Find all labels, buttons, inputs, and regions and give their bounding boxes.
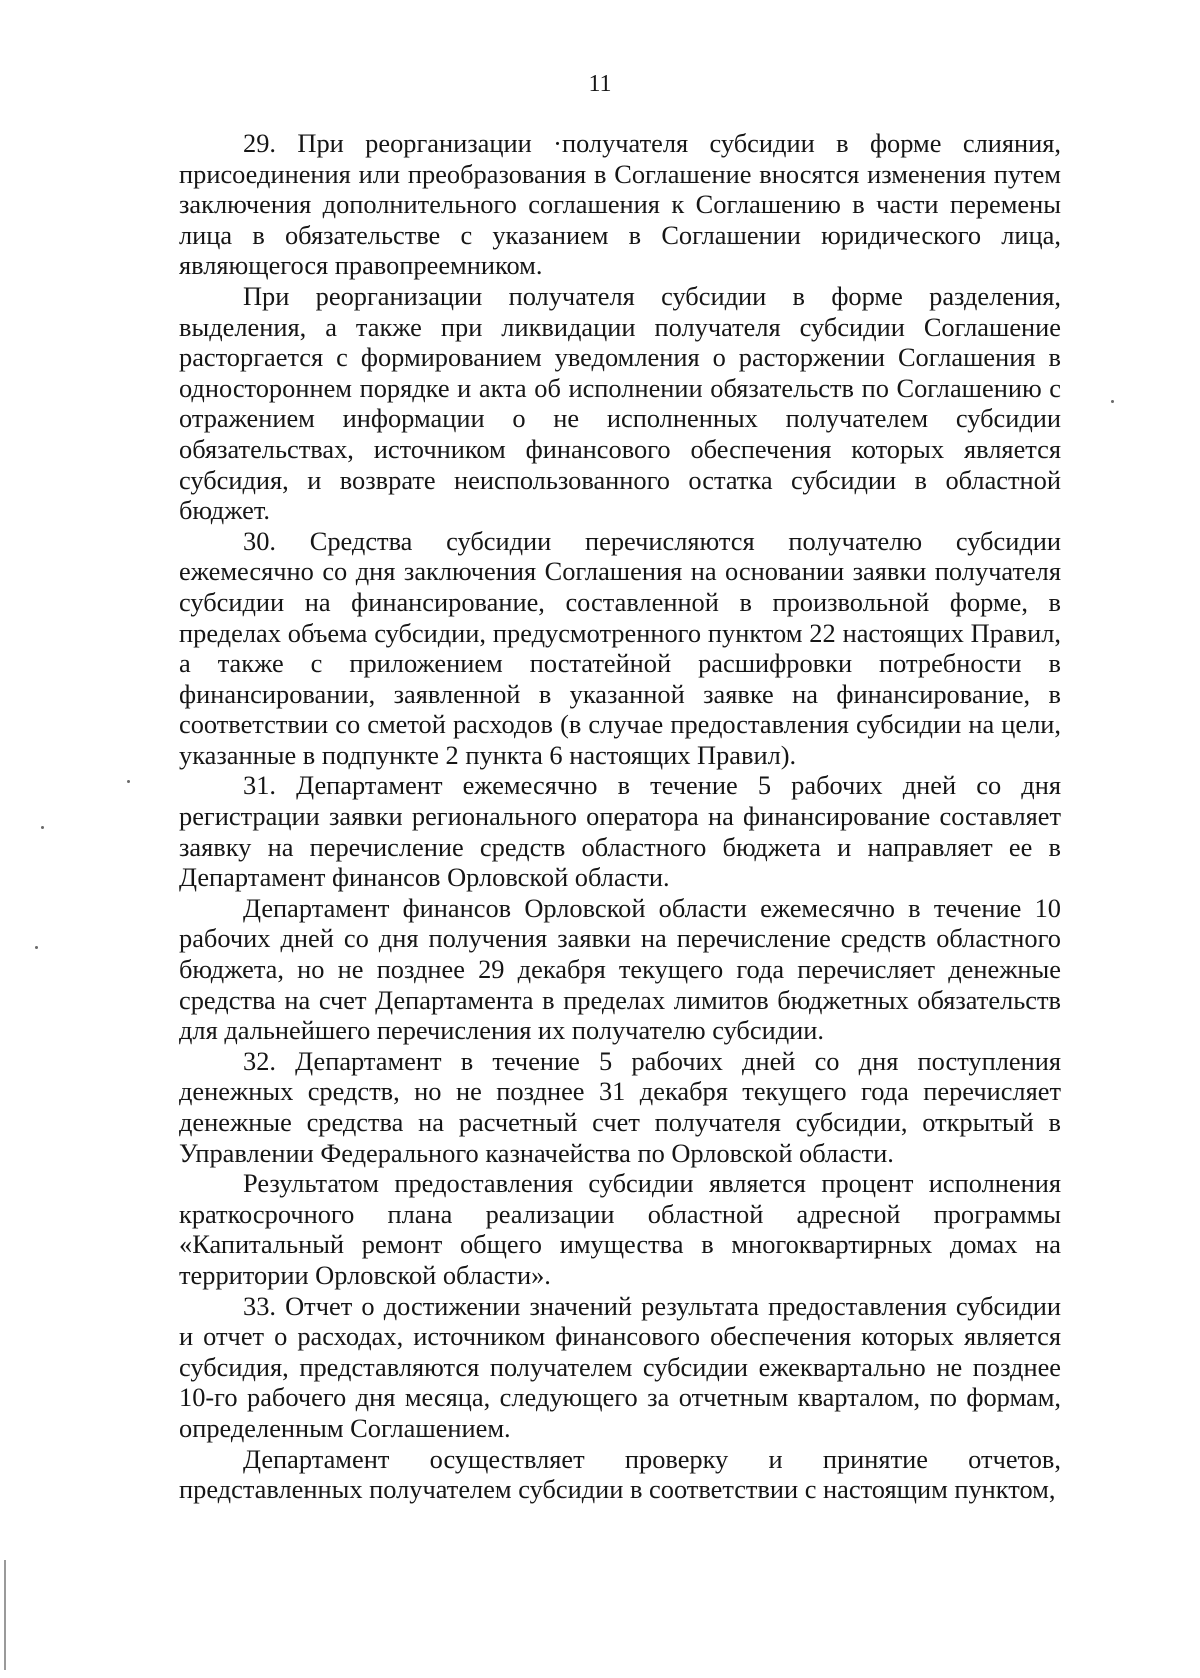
paragraph-32-result: Результатом предоставления субсидии является процент исполнения краткосрочного плана реализации областной адресной программы «Капитальный ремонт общего имущества в многоквартирных домах на территории Орловской области». [179,1168,1061,1290]
scan-speck-left-middle [41,826,44,829]
paragraph-31: 31. Департамент ежемесячно в течение 5 рабочих дней со дня регистрации заявки регионального оператора на финансирование составляет заявку на перечисление средств областного бюджета и направляет ее в Департамент финансов Орловской области. [179,770,1061,893]
paragraph-32: 32. Департамент в течение 5 рабочих дней со дня поступления денежных средств, но не позднее 31 декабря текущего года перечисляет денежные средства на расчетный счет получателя субсидии, открытый в Управлении Федерального казначейства по Орловской области. [179,1045,1061,1168]
paragraph-33-verification: Департамент осуществляет проверку и принятие отчетов, представленных получателем субсидии в соответствии с настоящим пунктом, [179,1443,1061,1505]
scan-speck-right [1111,400,1114,403]
scan-edge-line [4,1560,6,1670]
document-body [179,128,1061,1505]
scan-speck-left-upper [127,780,130,783]
paragraph-31-finance-department: Департамент финансов Орловской области ежемесячно в течение 10 рабочих дней со дня получения заявки на перечисление средств областного бюджета, но не позднее 29 декабря текущего года перечисляет денежные средства на счет Департамента в пределах лимитов бюджетных обязательств для дальнейшего перечисления их получателю субсидии. [179,892,1061,1046]
paragraph-29: 29. При реорганизации ·получателя субсидии в форме слияния, присоединения или преобразования в Соглашение вносятся изменения путем заключения дополнительного соглашения к Соглашению в части перемены лица в обязательстве с указанием в Соглашении юридического лица, являющегося правопреемником. [179,128,1061,281]
paragraph-29-reorganization: При реорганизации получателя субсидии в форме разделения, выделения, а также при ликвидации получателя субсидии Соглашение расторгается с формированием уведомления о расторжении Соглашения в одностороннем порядке и акта об исполнении обязательств по Соглашению с отражением информации о не исполненных получателем субсидии обязательствах, источником финансового обеспечения которых является субсидия, и возврате неиспользованного остатка субсидии в областной бюджет. [179,280,1061,526]
paragraph-33: 33. Отчет о достижении значений результата предоставления субсидии и отчет о расходах, источником финансового обеспечения которых является субсидия, представляются получателем субсидии ежеквартально не позднее 10-го рабочего дня месяца, следующего за отчетным кварталом, по формам, определенным Соглашением. [179,1290,1061,1443]
page-number: 11 [588,71,612,97]
paragraph-30: 30. Средства субсидии перечисляются получателю субсидии ежемесячно со дня заключения Соглашения на основании заявки получателя субсидии на финансирование, составленной в произвольной форме, в пределах объема субсидии, предусмотренного пунктом 22 настоящих Правил, а также с приложением постатейной расшифровки потребности в финансировании, заявленной в указанной заявке на финансирование, в соответствии со сметой расходов (в случае предоставления субсидии на цели, указанные в подпункте 2 пункта 6 настоящих Правил). [179,525,1061,770]
scan-speck-left-lower [35,946,38,949]
